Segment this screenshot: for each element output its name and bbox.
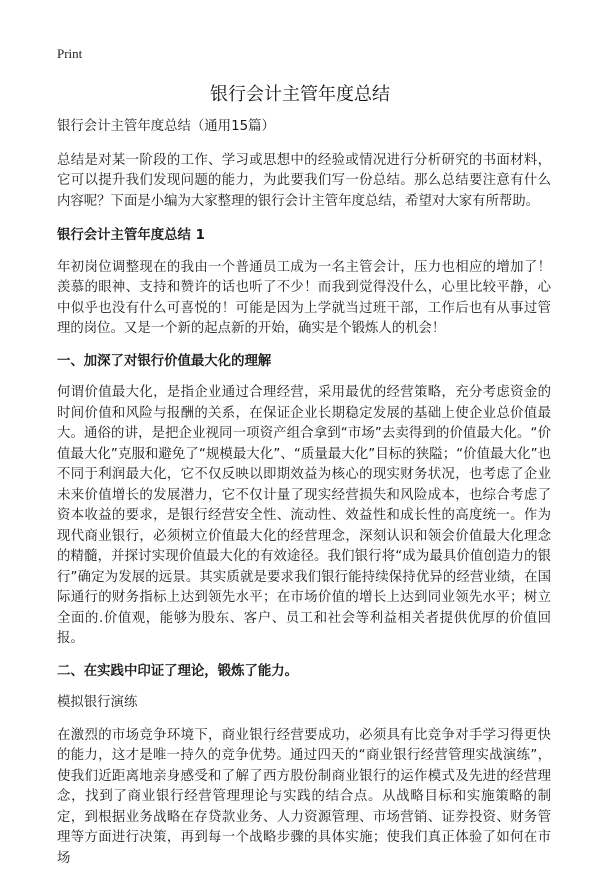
section-1-heading: 一、加深了对银行价值最大化的理解 (57, 353, 272, 369)
paragraph-2: 何谓价值最大化，是指企业通过合理经营，采用最优的经营策略，充分考虑资金的时间价值和风险与报酬的关系，在保证企业长期稳定发展的基础上使企业总价值最大。通俗的讲，是把企业视同一项资产组合拿到“市场”去卖得到的价值最大化。“价值最大化”克服和避免了“规模最大化”、“质量最大化”目标的狭隘；“价值最大化”也不同于利润最大化，它不仅反映以即期效益为核心的现实财务状况，也考虑了企业未来价值增长的发展潜力，它不仅计量了现实经营损失和风险成本，也综合考虑了资本收益的要求，是银行经营安全性、流动性、效益性和成长性的高度统一。作为现代商业银行，必须树立价值最大化的经营理念，深刻认识和领会价值最大化理念的精髓，并探讨实现价值最大化的有效途径。我们银行将“成为最具价值创造力的银行”确定为发展的远景。其实质就是要求我们银行能持续保持优异的经营业绩，在国际通行的财务指标上达到领先水平；在市场价值的增长上达到同业领先水平；树立全面的.价值观，能够为股东、客户、员工和社会等利益相关者提供优厚的价值回报。 (57, 385, 551, 646)
article-heading: 银行会计主管年度总结 1 (57, 228, 205, 243)
subsection-heading: 模拟银行演练 (57, 695, 138, 710)
intro-paragraph: 总结是对某一阶段的工作、学习或思想中的经验或情况进行分析研究的书面材料，它可以提升我们发现问题的能力，为此要我们写一份总结。那么总结要注意有什么内容呢？下面是小编为大家整理的银行会计主管年度总结，希望对大家有所帮助。 (57, 152, 551, 209)
document-title: 银行会计主管年度总结 (210, 84, 390, 105)
section-2-heading: 二、在实践中印证了理论，锻炼了能力。 (57, 663, 299, 679)
document-body (57, 117, 551, 881)
paragraph-1: 年初岗位调整现在的我由一个普通员工成为一名主管会计，压力也相应的增加了！羡慕的眼神、支持和赞许的话也听了不少！而我到觉得没什么，心里比较平静，心中似乎也没有什么可喜悦的！可能是因为上学就当过班干部，工作后也有从事过管理的岗位。又是一个新的起点新的开始，确实是个锻炼人的机会！ (57, 259, 551, 336)
paragraph-3: 在激烈的市场竞争环境下，商业银行经营要成功，必须具有比竞争对手学习得更快的能力，这才是唯一持久的竞争优势。通过四天的“商业银行经营管理实战演练”，使我们近距离地亲身感受和了解了西方股份制商业银行的运作模式及先进的经营理念，找到了商业银行经营管理理论与实践的结合点。从战略目标和实施策略的制定，到根据业务战略在存贷款业务、人力资源管理、市场营销、证券投资、财务管理等方面进行决策，再到每一个战略步骤的具体实施；使我们真正体验了如何在市场 (57, 727, 551, 866)
print-link[interactable]: Print (57, 46, 83, 61)
document-subtitle: 银行会计主管年度总结（通用15篇） (57, 119, 275, 134)
